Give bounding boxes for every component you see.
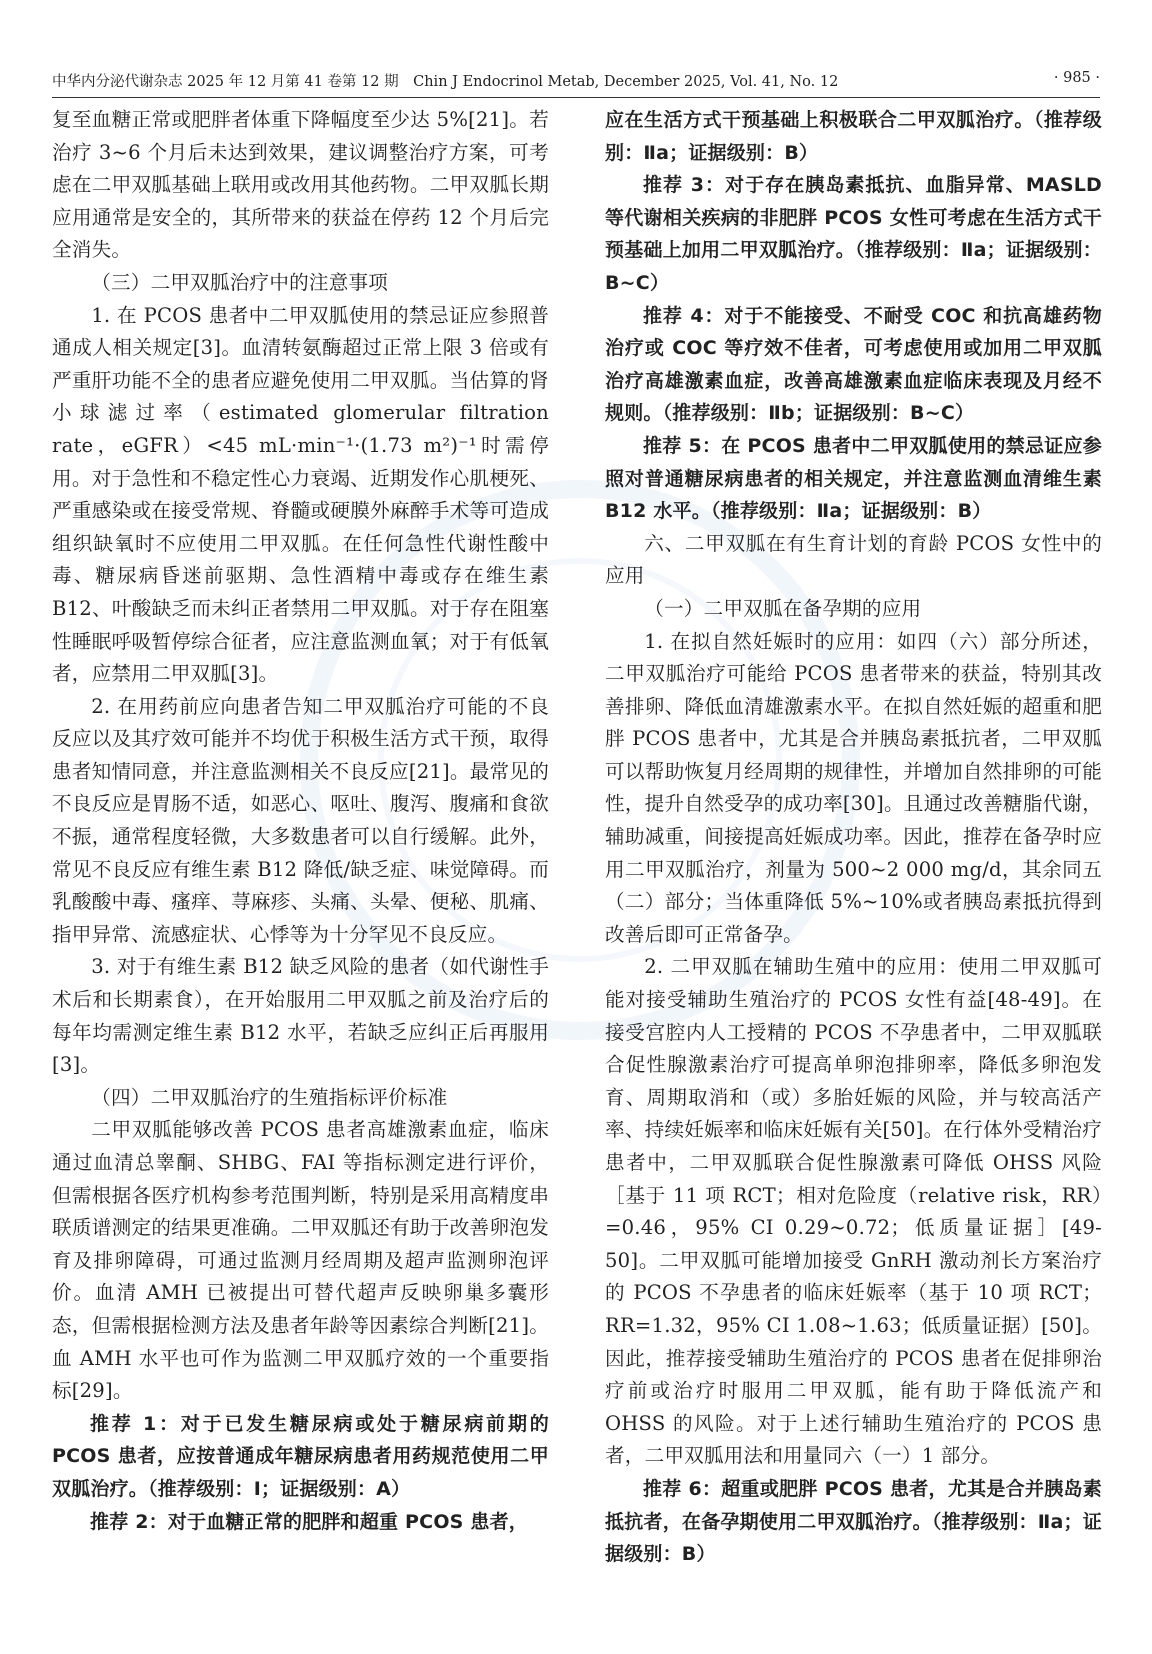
recommendation-1: 推荐 1：对于已发生糖尿病或处于糖尿病前期的 PCOS 患者，应按普通成年糖尿病患者用药规范使用二甲双胍治疗。（推荐级别：Ⅰ；证据级别：A） [52, 1412, 549, 1500]
paragraph-continuation: 复至血糖正常或肥胖者体重下降幅度至少达 5%[21]。若治疗 3~6 个月后未达到效果，建议调整治疗方案，可考虑在二甲双胍基础上联用或改用其他药物。二甲双胍长期应用通常是安全的，其所带来的获益在停药 12 个月后完全消失。 [52, 108, 549, 262]
paragraph-adverse-reactions: 2. 在用药前应向患者告知二甲双胍治疗可能的不良反应以及其疗效可能并不均优于积极生活方式干预，取得患者知情同意，并注意监测相关不良反应[21]。最常见的不良反应是胃肠不适，如恶心、呕吐、腹泻、腹痛和食欲不振，通常程度轻微，大多数患者可以自行缓解。此外，常见不良反应有维生素 B12 降低/缺乏症、味觉障碍。而乳酸酸中毒、瘙痒、荨麻疹、头痛、头晕、便秘、肌痛、指甲异常、流感症状、心悸等为十分罕见不良反应。 [52, 694, 549, 946]
recommendation-5: 推荐 5：在 PCOS 患者中二甲双胍使用的禁忌证应参照对普通糖尿病患者的相关规定，并注意监测血清维生素 B12 水平。（推荐级别：Ⅱa；证据级别：B） [605, 434, 1102, 523]
journal-citation: 中华内分泌代谢杂志 2025 年 12 月第 41 卷第 12 期 Chin J Endocrinol Metab, December 2025, Vol. 41, No. 12 [52, 74, 839, 90]
recommendation-3: 推荐 3：对于存在胰岛素抵抗、血脂异常、MASLD 等代谢相关疾病的非肥胖 PCOS 女性可考虑在生活方式干预基础上加用二甲双胍治疗。（推荐级别：Ⅱa；证据级别：B~C） [605, 174, 1102, 294]
recommendation-2-start: 推荐 2：对于血糖正常的肥胖和超重 PCOS 患者， [90, 1510, 528, 1533]
running-header [52, 70, 1100, 98]
paragraph-natural-pregnancy: 1. 在拟自然妊娠时的应用：如四（六）部分所述，二甲双胍治疗可能给 PCOS 患者带来的获益，特别其改善排卵、降低血清雄激素水平。在拟自然妊娠的超重和肥胖 PCOS 患者中，尤其是合并胰岛素抵抗者，二甲双胍可以帮助恢复月经周期的规律性，并增加自然排卵的可能性，提升自然受孕的成功率[30]。且通过改善糖脂代谢，辅助减重，间接提高妊娠成功率。因此，推荐在备孕时应用二甲双胍治疗，剂量为 500~2 000 mg/d，其余同五（二）部分；当体重降低 5%~10%或者胰岛素抵抗得到改善后即可正常备孕。 [605, 629, 1102, 946]
recommendation-4: 推荐 4：对于不能接受、不耐受 COC 和抗高雄药物治疗或 COC 等疗效不佳者，可考虑使用或加用二甲双胍治疗高雄激素血症，改善高雄激素血症临床表现及月经不规则。（推荐级别：Ⅱb；证据级别：B~C） [605, 304, 1102, 425]
page-number: · 985 · [1053, 70, 1100, 86]
left-column [52, 104, 549, 1538]
right-column [605, 104, 1102, 1571]
section-heading-precautions: （三）二甲双胍治疗中的注意事项 [91, 270, 389, 294]
section-heading-reproductive-indicators: （四）二甲双胍治疗的生殖指标评价标准 [91, 1085, 448, 1109]
section-heading-preconception: （一）二甲双胍在备孕期的应用 [644, 596, 922, 620]
paragraph-contraindications: 1. 在 PCOS 患者中二甲双胍使用的禁忌证应参照普通成人相关规定[3]。血清转氨酶超过正常上限 3 倍或有严重肝功能不全的患者应避免使用二甲双胍。当估算的肾小球滤过率（estimated glomerular filtration rate，eGFR）<45 mL·min⁻¹·(1.73 m²)⁻¹时需停用。对于急性和不稳定性心力衰竭、近期发作心肌梗死、严重感染或在接受常规、脊髓或硬膜外麻醉手术等可造成组织缺氧时不应使用二甲双胍。在任何急性代谢性酸中毒、糖尿病昏迷前驱期、急性酒精中毒或存在维生素 B12、叶酸缺乏而未纠正者禁用二甲双胍。对于存在阻塞性睡眠呼吸暂停综合征者，应注意监测血氧；对于有低氧者，应禁用二甲双胍[3]。 [52, 303, 549, 686]
recommendation-2-end: 应在生活方式干预基础上积极联合二甲双胍治疗。（推荐级别：Ⅱa；证据级别：B） [605, 109, 1102, 164]
paragraph-evaluation: 二甲双胍能够改善 PCOS 患者高雄激素血症，临床通过血清总睾酮、SHBG、FAI 等指标测定进行评价，但需根据各医疗机构参考范围判断，特别是采用高精度串联质谱测定的结果更准确。二甲双胍还有助于改善卵泡发育及排卵障碍，可通过监测月经周期及超声监测卵泡评价。血清 AMH 已被提出可替代超声反映卵巢多囊形态，但需根据检测方法及患者年龄等因素综合判断[21]。血 AMH 水平也可作为监测二甲双胍疗效的一个重要指标[29]。 [52, 1118, 549, 1403]
paragraph-assisted-reproduction: 2. 二甲双胍在辅助生殖中的应用：使用二甲双胍可能对接受辅助生殖治疗的 PCOS 女性有益[48-49]。在接受宫腔内人工授精的 PCOS 不孕患者中，二甲双胍联合促性腺激素治疗可提高单卵泡排卵率，降低多卵泡发育、周期取消和（或）多胎妊娠的风险，并与较高活产率、持续妊娠率和临床妊娠有关[50]。在行体外受精治疗患者中，二甲双胍联合促性腺激素可降低 OHSS 风险［基于 11 项 RCT；相对危险度（relative risk，RR）=0.46，95% CI 0.29~0.72；低质量证据］[49-50]。二甲双胍可能增加接受 GnRH 激动剂长方案治疗的 PCOS 不孕患者的临床妊娠率（基于 10 项 RCT；RR=1.32，95% CI 1.08~1.63；低质量证据）[50]。因此，推荐接受辅助生殖治疗的 PCOS 患者在促排卵治疗前或治疗时服用二甲双胍，能有助于降低流产和 OHSS 的风险。对于上述行辅助生殖治疗的 PCOS 患者，二甲双胍用法和用量同六（一）1 部分。 [605, 955, 1102, 1468]
section-heading-fertility: 六、二甲双胍在有生育计划的育龄 PCOS 女性中的应用 [605, 531, 1102, 588]
paragraph-vitamin-b12: 3. 对于有维生素 B12 缺乏风险的患者（如代谢性手术后和长期素食），在开始服用二甲双胍之前及治疗后的每年均需测定维生素 B12 水平，若缺乏应纠正后再服用[3]。 [52, 955, 549, 1077]
recommendation-6: 推荐 6：超重或肥胖 PCOS 患者，尤其是合并胰岛素抵抗者，在备孕期使用二甲双胍治疗。（推荐级别：Ⅱa；证据级别：B） [605, 1477, 1102, 1566]
